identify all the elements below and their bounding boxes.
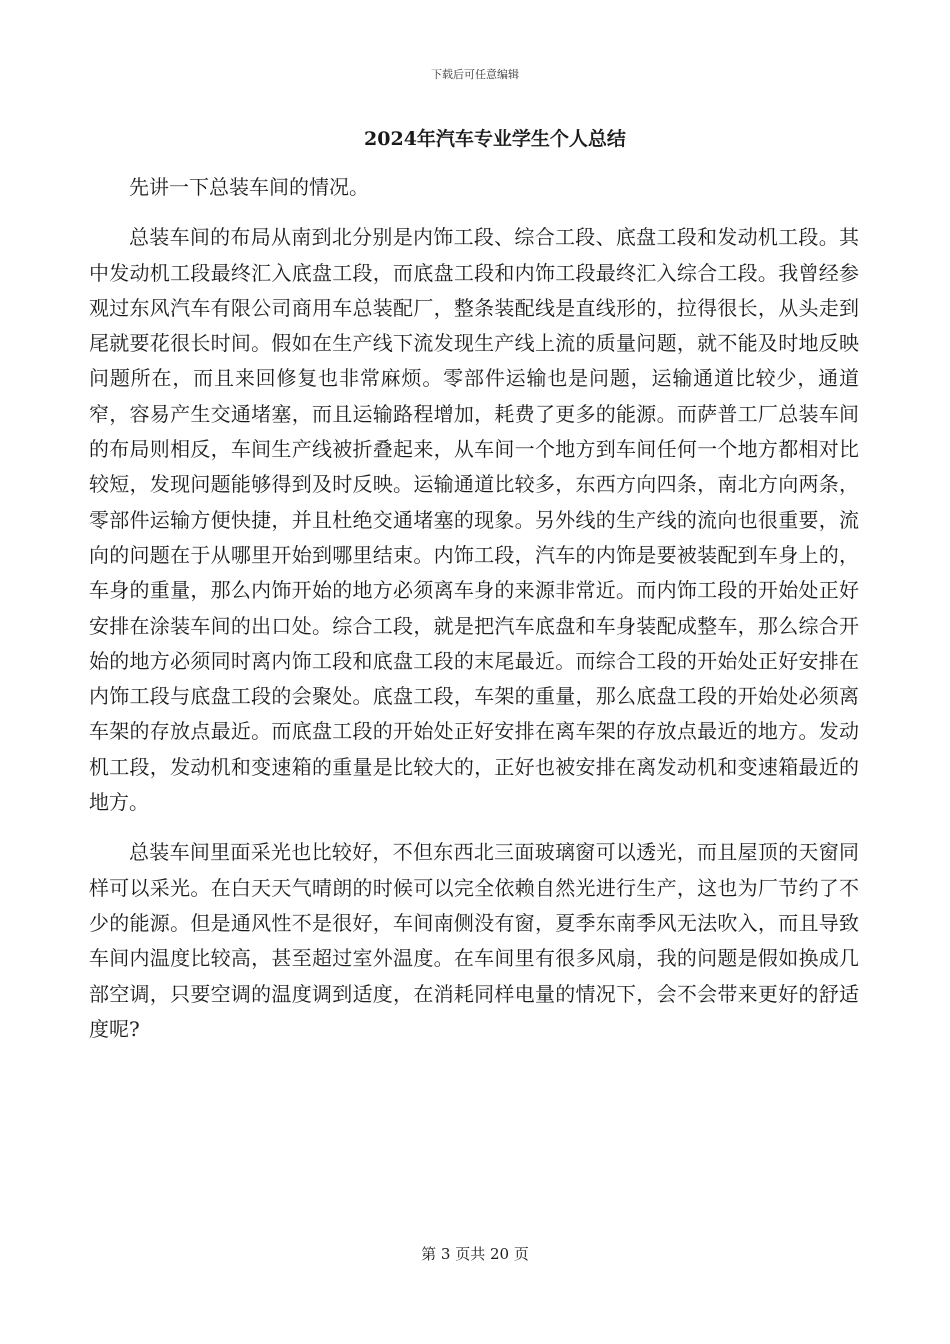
header-note: 下载后可任意编辑: [431, 68, 519, 81]
paragraph: 总装车间的布局从南到北分别是内饰工段、综合工段、底盘工段和发动机工段。其中发动机工段最终汇入底盘工段，而底盘工段和内饰工段最终汇入综合工段。我曾经参观过东风汽车有限公司商用车总装配厂，整条装配线是直线形的，拉得很长，从头走到尾就要花很长时间。假如在生产线下流发现生产线上流的质量问题，就不能及时地反映问题所在，而且来回修复也非常麻烦。零部件运输也是问题，运输通道比较少，通道窄，容易产生交通堵塞，而且运输路程增加，耗费了更多的能源。而萨普工厂总装车间的布局则相反，车间生产线被折叠起来，从车间一个地方到车间任何一个地方都相对比较短，发现问题能够得到及时反映。运输通道比较多，东西方向四条，南北方向两条，零部件运输方便快捷，并且杜绝交通堵塞的现象。另外线的生产线的流向也很重要，流向的问题在于从哪里开始到哪里结束。内饰工段，汽车的内饰是要被装配到车身上的，车身的重量，那么内饰开始的地方必须离车身的来源非常近。而内饰工段的开始处正好安排在涂装车间的出口处。综合工段，就是把汽车底盘和车身装配成整车，那么综合开始的地方必须同时离内饰工段和底盘工段的末尾最近。而综合工段的开始处正好安排在内饰工段与底盘工段的会聚处。底盘工段，车架的重量，那么底盘工段的开始处必须离车架的存放点最近。而底盘工段的开始处正好安排在离车架的存放点最近的地方。发动机工段，发动机和变速箱的重量是比较大的，正好也被安排在离发动机和变速箱最近的地方。: [89, 225, 859, 815]
document-title: 2024年汽车专业学生个人总结: [364, 128, 626, 150]
page-number: 第 3 页共 20 页: [421, 1245, 529, 1263]
document-body: [89, 170, 859, 1047]
paragraph: 总装车间里面采光也比较好，不但东西北三面玻璃窗可以透光，而且屋顶的天窗同样可以采光。在白天天气晴朗的时候可以完全依赖自然光进行生产，这也为厂节约了不少的能源。但是通风性不是很好，车间南侧没有窗，夏季东南季风无法吹入，而且导致车间内温度比较高，甚至超过室外温度。在车间里有很多风扇，我的问题是假如换成几部空调，只要空调的温度调到适度，在消耗同样电量的情况下，会不会带来更好的舒适度呢?: [89, 840, 859, 1041]
paragraph: 先讲一下总装车间的情况。: [129, 175, 369, 199]
